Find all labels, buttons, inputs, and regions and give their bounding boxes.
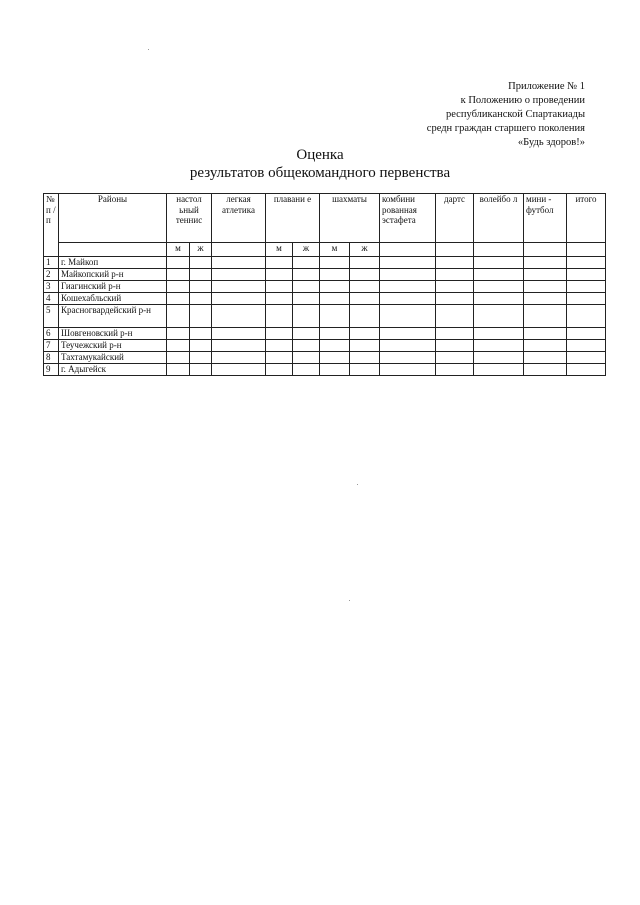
score-cell: [524, 305, 567, 328]
score-cell: [380, 340, 436, 352]
subheader-empty: [380, 243, 436, 257]
score-cell: [212, 340, 266, 352]
score-cell: [167, 352, 190, 364]
score-cell: [167, 340, 190, 352]
row-num: 2: [44, 269, 59, 281]
header-darts: дартс: [436, 194, 474, 243]
score-cell: [380, 364, 436, 376]
score-cell: [436, 328, 474, 340]
score-cell: [524, 269, 567, 281]
appendix-line: Приложение № 1: [508, 81, 585, 92]
score-cell: [524, 328, 567, 340]
score-cell: [293, 340, 320, 352]
row-num: 7: [44, 340, 59, 352]
header-district: Районы: [59, 194, 167, 243]
appendix-line: «Будь здоров!»: [517, 137, 585, 148]
row-num: 6: [44, 328, 59, 340]
table-subheader-row: [44, 243, 606, 257]
score-cell: [474, 293, 524, 305]
score-cell: [293, 328, 320, 340]
score-cell: [320, 352, 350, 364]
score-cell: [190, 257, 212, 269]
score-cell: [524, 352, 567, 364]
score-cell: [436, 257, 474, 269]
score-cell: [567, 305, 606, 328]
row-district: г. Майкоп: [59, 257, 167, 269]
scan-speck: [148, 49, 149, 50]
score-cell: [266, 281, 293, 293]
score-cell: [567, 269, 606, 281]
score-cell: [567, 257, 606, 269]
table-row: [44, 328, 606, 340]
score-cell: [212, 281, 266, 293]
appendix-line: республиканской Спартакиады: [446, 109, 585, 120]
score-cell: [524, 257, 567, 269]
title-line-1: Оценка: [296, 147, 344, 163]
score-cell: [320, 257, 350, 269]
score-cell: [293, 257, 320, 269]
header-chess: шахматы: [320, 194, 380, 243]
score-cell: [567, 293, 606, 305]
table-row: [44, 340, 606, 352]
score-cell: [293, 293, 320, 305]
score-cell: [293, 281, 320, 293]
header-combined-relay: комбини рованная эстафета: [380, 194, 436, 243]
table-row: [44, 352, 606, 364]
score-cell: [212, 352, 266, 364]
score-cell: [320, 340, 350, 352]
row-district: г. Адыгейск: [59, 364, 167, 376]
score-cell: [190, 364, 212, 376]
score-cell: [524, 281, 567, 293]
header-num: № п / п: [44, 194, 59, 257]
score-cell: [190, 281, 212, 293]
scan-speck: [349, 600, 350, 601]
score-cell: [167, 281, 190, 293]
score-cell: [436, 281, 474, 293]
score-cell: [266, 352, 293, 364]
appendix-note: [427, 80, 585, 150]
score-cell: [436, 352, 474, 364]
row-district: Кошехабльский: [59, 293, 167, 305]
header-mini-football: мини - футбол: [524, 194, 567, 243]
subheader-zh: ж: [190, 243, 212, 257]
subheader-empty: [567, 243, 606, 257]
score-cell: [293, 352, 320, 364]
document-title: [0, 146, 640, 182]
score-cell: [474, 352, 524, 364]
score-cell: [380, 305, 436, 328]
row-district: Майкопский р-н: [59, 269, 167, 281]
score-cell: [266, 364, 293, 376]
score-cell: [293, 305, 320, 328]
score-cell: [212, 293, 266, 305]
score-cell: [167, 293, 190, 305]
row-num: 5: [44, 305, 59, 328]
score-cell: [436, 340, 474, 352]
score-cell: [190, 305, 212, 328]
score-cell: [212, 257, 266, 269]
score-cell: [380, 352, 436, 364]
subheader-empty: [524, 243, 567, 257]
row-num: 3: [44, 281, 59, 293]
score-cell: [320, 269, 350, 281]
score-cell: [380, 257, 436, 269]
score-cell: [167, 257, 190, 269]
score-cell: [212, 328, 266, 340]
score-cell: [320, 328, 350, 340]
subheader-empty: [59, 243, 167, 257]
table-row: [44, 364, 606, 376]
score-cell: [474, 328, 524, 340]
row-district: Красногвардейский р-н: [59, 305, 167, 328]
score-cell: [380, 293, 436, 305]
score-cell: [167, 364, 190, 376]
header-volleyball: волейбо л: [474, 194, 524, 243]
score-cell: [474, 257, 524, 269]
score-cell: [474, 269, 524, 281]
score-cell: [524, 340, 567, 352]
title-line-2: результатов общекомандного первенства: [189, 165, 451, 181]
score-cell: [350, 328, 380, 340]
table-row: [44, 293, 606, 305]
score-cell: [350, 281, 380, 293]
subheader-m: м: [320, 243, 350, 257]
score-cell: [190, 269, 212, 281]
header-total: итого: [567, 194, 606, 243]
score-cell: [190, 293, 212, 305]
score-cell: [436, 364, 474, 376]
score-cell: [350, 269, 380, 281]
score-cell: [380, 281, 436, 293]
subheader-zh: ж: [350, 243, 380, 257]
header-athletics: легкая атлетика: [212, 194, 266, 243]
table-row: [44, 281, 606, 293]
score-cell: [380, 328, 436, 340]
score-cell: [474, 305, 524, 328]
score-cell: [350, 305, 380, 328]
score-cell: [212, 269, 266, 281]
score-cell: [474, 281, 524, 293]
score-cell: [190, 352, 212, 364]
score-cell: [524, 364, 567, 376]
score-cell: [350, 364, 380, 376]
row-district: Гиагинский р-н: [59, 281, 167, 293]
score-cell: [266, 340, 293, 352]
score-cell: [567, 352, 606, 364]
row-num: 8: [44, 352, 59, 364]
score-cell: [474, 364, 524, 376]
score-cell: [567, 281, 606, 293]
table-header-row: [44, 194, 606, 243]
score-cell: [524, 293, 567, 305]
subheader-empty: [474, 243, 524, 257]
score-cell: [266, 328, 293, 340]
score-cell: [436, 293, 474, 305]
score-cell: [190, 340, 212, 352]
score-cell: [293, 364, 320, 376]
score-cell: [320, 305, 350, 328]
score-cell: [320, 364, 350, 376]
score-cell: [266, 269, 293, 281]
score-cell: [167, 305, 190, 328]
row-num: 9: [44, 364, 59, 376]
score-cell: [350, 293, 380, 305]
subheader-empty: [212, 243, 266, 257]
subheader-m: м: [266, 243, 293, 257]
row-district: Теучежский р-н: [59, 340, 167, 352]
row-num: 4: [44, 293, 59, 305]
subheader-empty: [436, 243, 474, 257]
score-cell: [266, 305, 293, 328]
score-cell: [436, 269, 474, 281]
score-cell: [567, 364, 606, 376]
row-district: Тахтамукайский: [59, 352, 167, 364]
table-row: [44, 269, 606, 281]
table-row: [44, 257, 606, 269]
score-cell: [350, 340, 380, 352]
score-cell: [474, 340, 524, 352]
score-cell: [293, 269, 320, 281]
score-cell: [167, 269, 190, 281]
appendix-line: к Положению о проведении: [460, 95, 585, 106]
score-cell: [350, 257, 380, 269]
table-row: [44, 305, 606, 328]
score-cell: [320, 281, 350, 293]
score-cell: [190, 328, 212, 340]
row-district: Шовгеновский р-н: [59, 328, 167, 340]
results-table: [43, 193, 606, 376]
header-swimming: плавани е: [266, 194, 320, 243]
subheader-zh: ж: [293, 243, 320, 257]
appendix-line: средн граждан старшего поколения: [426, 123, 585, 134]
score-cell: [567, 328, 606, 340]
score-cell: [266, 293, 293, 305]
score-cell: [212, 305, 266, 328]
header-table-tennis: настол ьный теннис: [167, 194, 212, 243]
score-cell: [436, 305, 474, 328]
score-cell: [266, 257, 293, 269]
row-num: 1: [44, 257, 59, 269]
scan-speck: [357, 484, 358, 485]
score-cell: [567, 340, 606, 352]
subheader-m: м: [167, 243, 190, 257]
score-cell: [380, 269, 436, 281]
score-cell: [320, 293, 350, 305]
score-cell: [167, 328, 190, 340]
score-cell: [350, 352, 380, 364]
score-cell: [212, 364, 266, 376]
